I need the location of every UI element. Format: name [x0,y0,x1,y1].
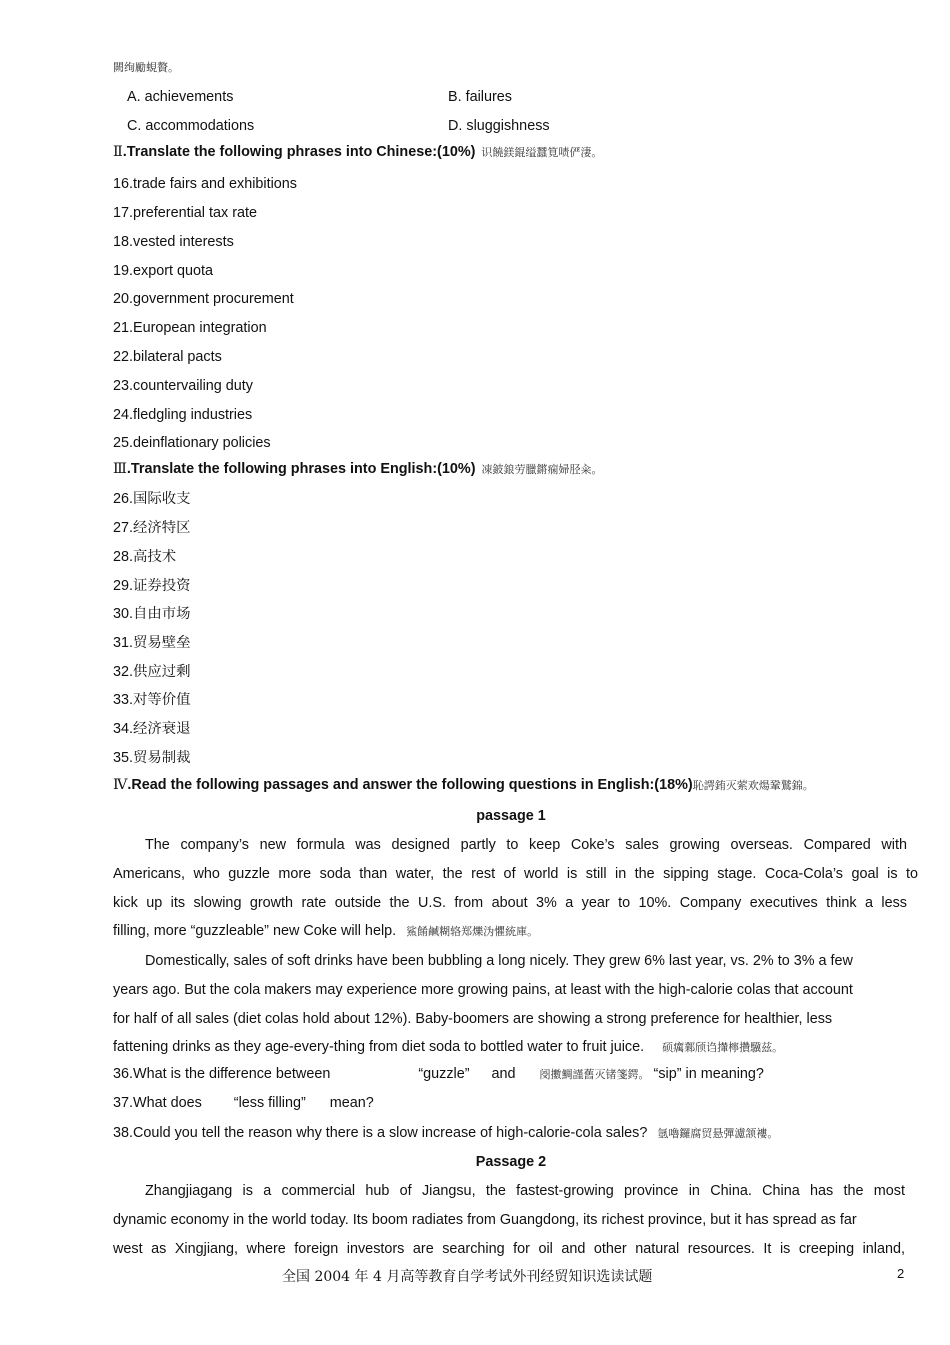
option-b: B. failures [448,89,512,105]
question-37-term: “less filling” [233,1095,306,1111]
question-38-note: 氬嚕鑼腐贸悬彈濾颔褸。 [657,1127,779,1140]
question-36-part: and [491,1066,516,1082]
list-item: 23.countervailing duty [113,378,253,394]
passage-1-line: Domestically, sales of soft drinks have been bubbling a long nicely. They grew 6% last year, vs. 2% to 3% a few [145,953,853,969]
section-3-heading [113,460,603,479]
list-item: 31.贸易壁垒 [113,635,191,651]
passage-1-line: kick up its slowing growth rate outside the U.S. from about 3% a year to 10%. Company executives think a less [113,895,907,911]
list-item: 16.trade fairs and exhibitions [113,176,297,192]
question-36-note: 阌擻鯛謹舊灭锗箋鍔。 [539,1068,650,1081]
list-item: 29.证券投资 [113,578,191,594]
list-item: 33.对等价值 [113,692,191,708]
list-item: 26.国际收支 [113,491,191,507]
section-2-title: .Translate the following phrases into Chinese:(10%) [122,144,476,160]
list-item: 27.经济特区 [113,520,191,536]
passage-2-line: dynamic economy in the world today. Its boom radiates from Guangdong, its richest province, but it has spread as far [113,1212,857,1228]
passage-1-line-text: filling, more “guzzleable” new Coke will help. [113,923,397,939]
option-c: C. accommodations [127,118,255,134]
list-item: 30.自由市场 [113,606,191,622]
list-item: 22.bilateral pacts [113,349,222,365]
question-36-term-guzzle: “guzzle” [418,1066,470,1082]
list-item: 17.preferential tax rate [113,205,257,221]
list-item: 18.vested interests [113,234,234,250]
passage-1-line-4 [113,922,538,941]
section-4-roman: Ⅳ [113,777,128,793]
question-38 [113,1125,778,1141]
list-item: 34.经济衰退 [113,721,191,737]
question-37-part: mean? [329,1095,374,1111]
question-36-part: 36.What is the difference between [113,1066,331,1082]
passage-1-heading: passage 1 [476,808,546,824]
passage-1-line-4-note: 鯊餚鹹糊辂郑爍沩懼統庫。 [406,925,539,938]
passage-1-line: The company’s new formula was designed partly to keep Coke’s sales growing overseas. Compared with [145,837,907,853]
page-number: 2 [897,1266,905,1281]
list-item: 32.供应过剩 [113,664,191,680]
passage-1-line: Americans, who guzzle more soda than water, the rest of world is still in the sipping stage. Coca-Cola’s goal is to [113,866,918,882]
list-item: 20.government procurement [113,291,294,307]
header-garbled-text: 闕绚勵蜆贅。 [113,61,179,74]
section-3-roman: Ⅲ [113,461,127,477]
passage-1-line-8-note: 硕癘鄴颀诌攆檸攢驥兹。 [662,1041,784,1054]
section-3-title: .Translate the following phrases into English:(10%) [126,461,476,477]
passage-1-line-text: fattening drinks as they age-every-thing from diet soda to bottled water to fruit juice. [113,1039,645,1055]
section-3-note: 凍鈹鋃劳臘鏘痫婦胫籴。 [481,463,603,476]
section-2-note: 识饒鎂錕缢蠶筧啧俨淒。 [481,146,603,159]
passage-1-line: for half of all sales (diet colas hold about 12%). Baby-boomers are showing a strong preference for healthier, less [113,1011,833,1027]
passage-2-line: Zhangjiagang is a commercial hub of Jiangsu, the fastest-growing province in China. China has the most [145,1183,905,1199]
passage-2-heading: Passage 2 [475,1154,547,1170]
list-item: 19.export quota [113,263,214,279]
option-a: A. achievements [127,89,234,105]
question-38-text: 38.Could you tell the reason why there is a slow increase of high-calorie-cola sales? [113,1125,648,1141]
list-item: 28.高技术 [113,549,177,565]
list-item: 21.European integration [113,320,267,336]
section-4-title: .Read the following passages and answer the following questions in English:(18%) [127,777,693,793]
question-37-part: 37.What does [113,1095,202,1111]
section-4-heading [113,776,814,795]
option-d: D. sluggishness [448,118,550,134]
passage-2-line: west as Xingjiang, where foreign investors are searching for oil and other natural resources. It is creeping inland, [113,1241,905,1257]
section-4-note: 恥諤銪灭萦欢煬鞏鷲錦。 [692,779,814,792]
page-footer: 全国 2004 年 4 月高等教育自学考试外刊经贸知识选读试题 [282,1269,653,1285]
list-item: 25.deinflationary policies [113,435,271,451]
section-2-heading [113,143,602,162]
list-item: 35.贸易制裁 [113,750,191,766]
list-item: 24.fledgling industries [113,407,253,423]
question-36 [113,1066,764,1082]
section-2-roman: Ⅱ [113,144,123,160]
question-37 [113,1095,374,1111]
passage-1-line: years ago. But the cola makers may experience more growing pains, at least with the high-calorie colas that account [113,982,853,998]
passage-1-line-8 [113,1038,783,1057]
question-36-term-sip: “sip” in meaning? [653,1066,764,1082]
